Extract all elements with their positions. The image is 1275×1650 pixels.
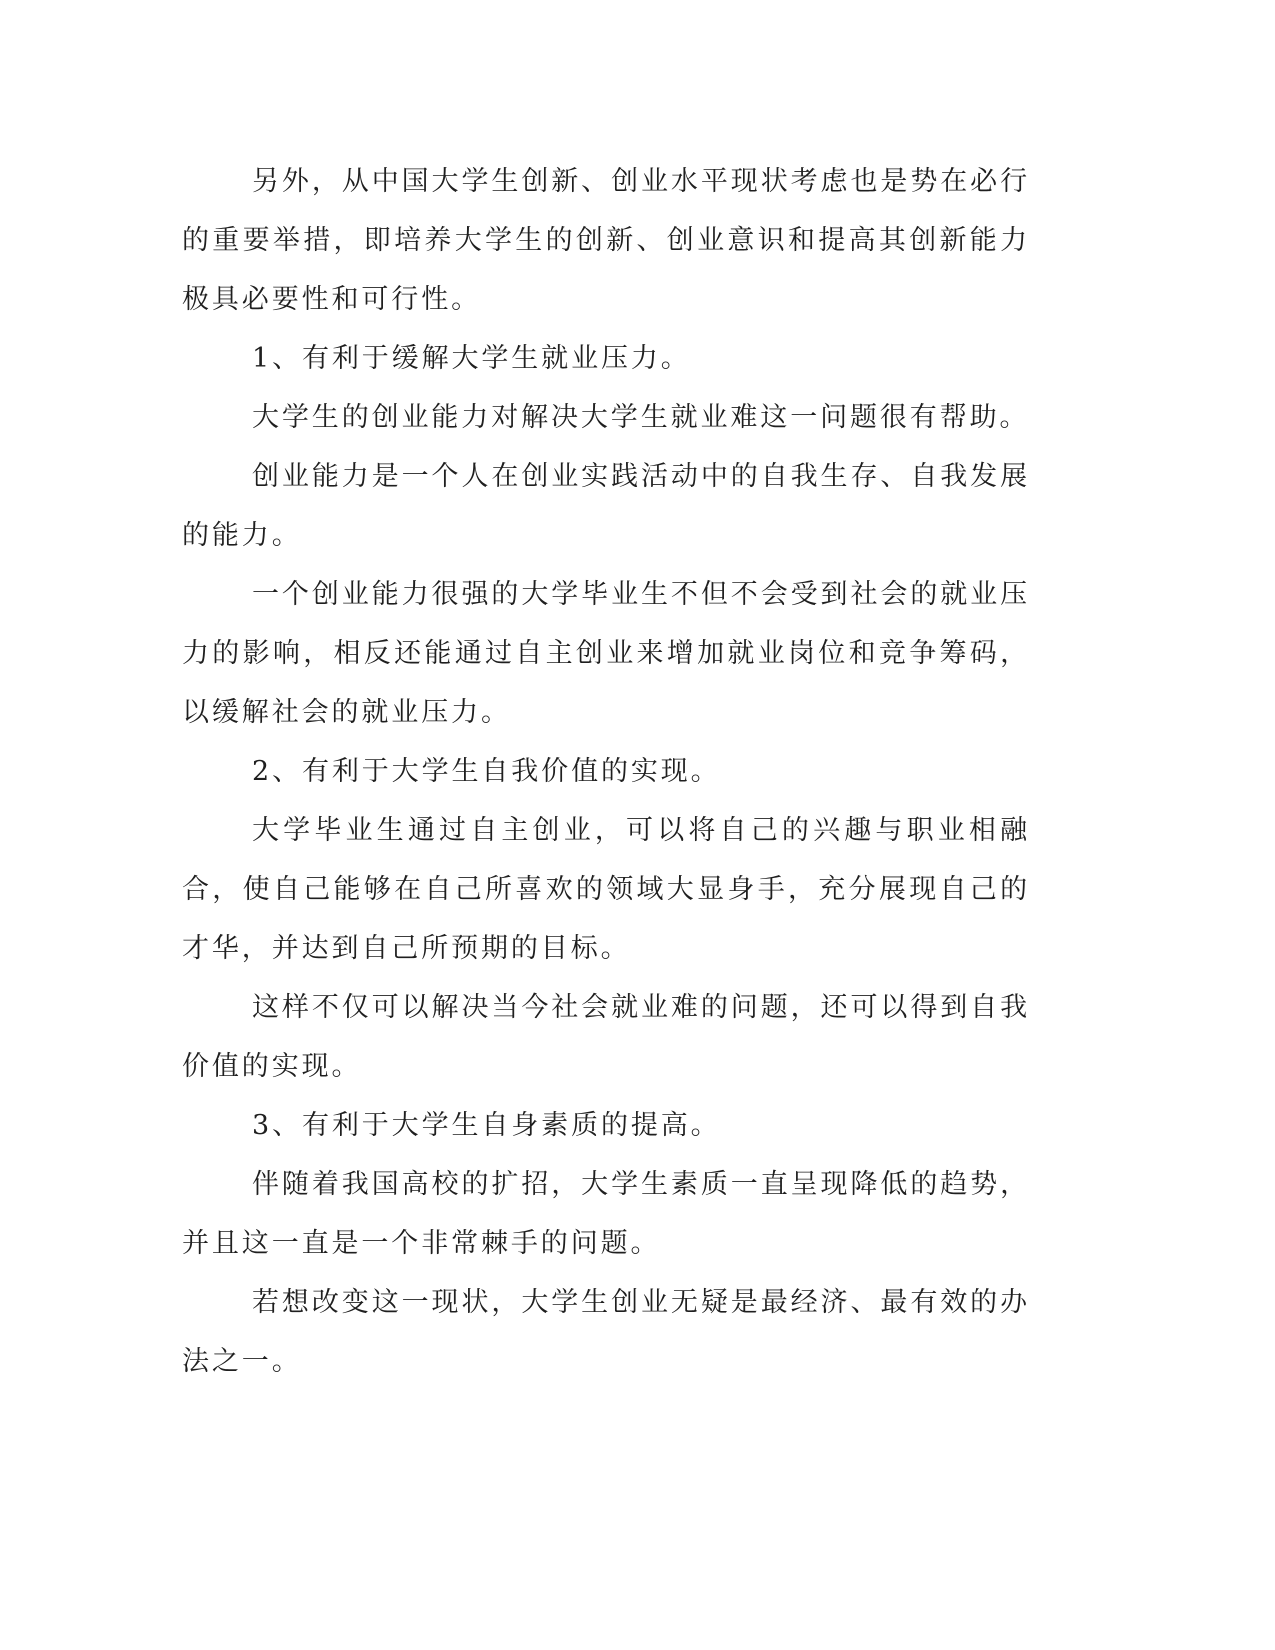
paragraph-point-3-b: 若想改变这一现状，大学生创业无疑是最经济、最有效的办法之一。 [182, 1287, 1030, 1377]
paragraph-point-2-a: 大学毕业生通过自主创业，可以将自己的兴趣与职业相融合，使自己能够在自己所喜欢的领域大显身手，充分展现自己的才华，并达到自己所预期的目标。 [182, 815, 1030, 964]
heading-point-2: 2、有利于大学生自我价值的实现。 [252, 756, 721, 787]
heading-point-3: 3、有利于大学生自身素质的提高。 [252, 1110, 721, 1141]
paragraph-point-1-c: 一个创业能力很强的大学毕业生不但不会受到社会的就业压力的影响，相反还能通过自主创业来增加就业岗位和竞争筹码，以缓解社会的就业压力。 [182, 579, 1030, 728]
paragraph-point-1-b: 创业能力是一个人在创业实践活动中的自我生存、自我发展的能力。 [182, 461, 1030, 551]
paragraph-point-1-a: 大学生的创业能力对解决大学生就业难这一问题很有帮助。 [252, 402, 1030, 433]
paragraph-point-3-a: 伴随着我国高校的扩招，大学生素质一直呈现降低的趋势，并且这一直是一个非常棘手的问题。 [182, 1169, 1030, 1259]
paragraph-point-2-b: 这样不仅可以解决当今社会就业难的问题，还可以得到自我价值的实现。 [182, 992, 1030, 1082]
heading-point-1: 1、有利于缓解大学生就业压力。 [252, 343, 691, 374]
paragraph-intro: 另外，从中国大学生创新、创业水平现状考虑也是势在必行的重要举措，即培养大学生的创新、创业意识和提高其创新能力极具必要性和可行性。 [182, 166, 1030, 315]
document-body [182, 152, 1030, 1391]
